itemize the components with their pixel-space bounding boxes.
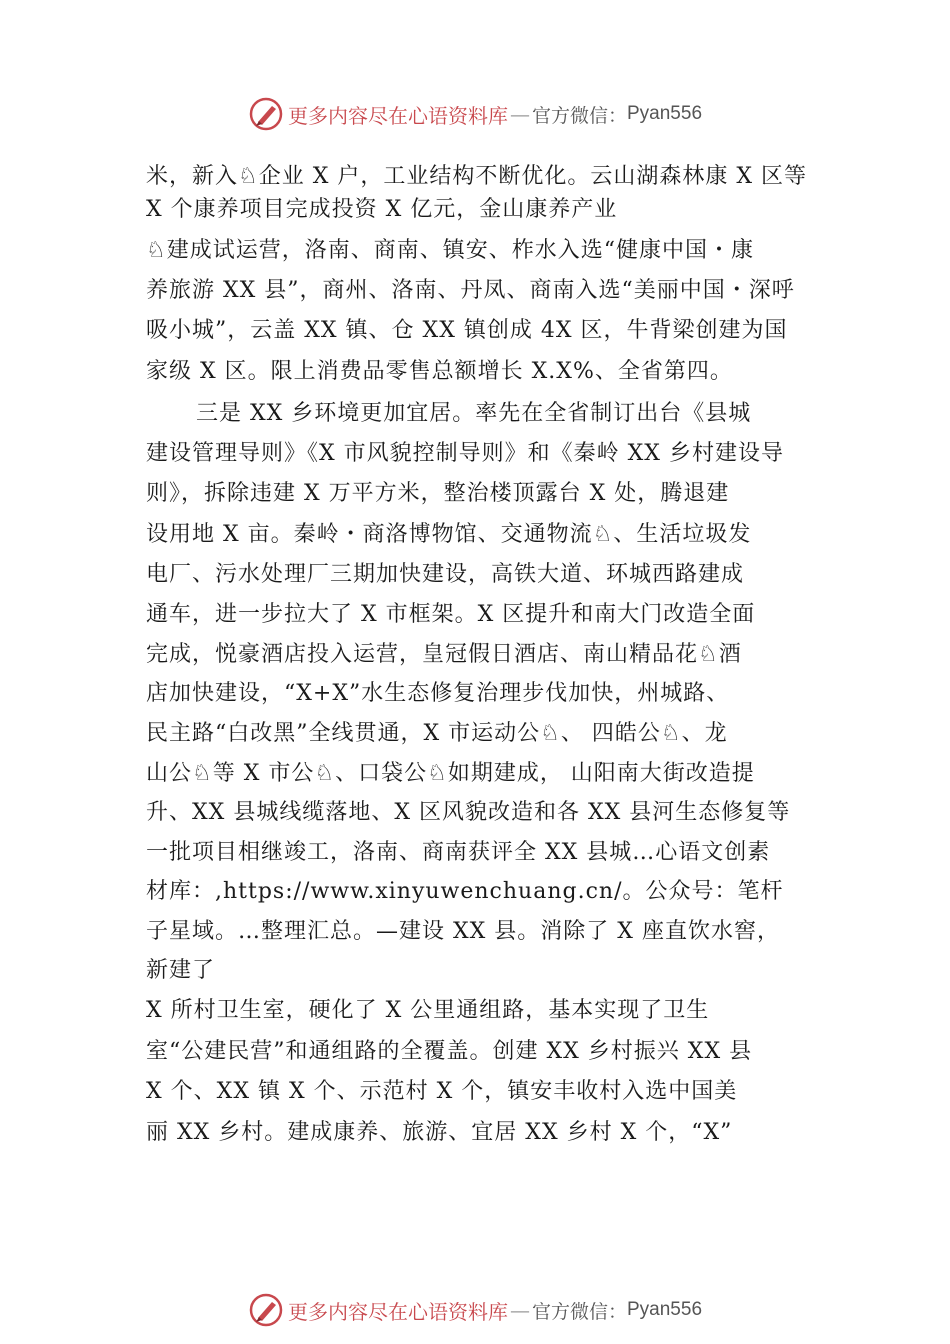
body-line: 吸小城”，云盖 XX 镇、仓 XX 镇创成 4X 区，牛背梁创建为国 (146, 318, 788, 343)
footer-dash: — (509, 1298, 530, 1322)
body-line: 升、XX 县城线缆落地、X 区风貌改造和各 XX 县河生态修复等 (146, 800, 791, 825)
body-line: 养旅游 XX 县”，商州、洛南、丹凤、商南入选“美丽中国・深呼 (146, 278, 795, 303)
pen-seal-logo-icon (248, 96, 284, 132)
footer-brand: 更多内容尽在心语资料库 (287, 1299, 508, 1324)
footer-wechat-id: Pyan556 (627, 1299, 703, 1320)
body-line: 建设管理导则》《X 市风貌控制导则》和《秦岭 XX 乡村建设导 (146, 441, 784, 466)
body-line: 室“公建民营”和通组路的全覆盖。创建 XX 乡村振兴 XX 县 (146, 1039, 753, 1064)
body-line: 家级 X 区。限上消费品零售总额增长 X.X%、全省第四。 (146, 359, 733, 384)
body-line: 米，新入♘企业 X 户，工业结构不断优化。云山湖森林康 X 区等 (146, 164, 808, 189)
body-line: X 所村卫生室，硬化了 X 公里通组路，基本实现了卫生 (146, 998, 710, 1023)
header-label: 官方微信： (531, 104, 627, 127)
header-brand: 更多内容尽在心语资料库 (287, 103, 508, 128)
body-line: ♘建成试运营，洛南、商南、镇安、柞水入选“健康中国・康 (146, 238, 754, 263)
body-line: 店加快建设，“X+X”水生态修复治理步伐加快，州城路、 (146, 681, 730, 706)
body-line: 完成，悦豪酒店投入运营，皇冠假日酒店、南山精品花♘酒 (146, 642, 742, 667)
footer-label: 官方微信： (531, 1300, 627, 1323)
body-line: 三是 XX 乡环境更加宜居。率先在全省制订出台《县城 (196, 401, 752, 426)
body-line: 丽 XX 乡村。建成康养、旅游、宜居 XX 乡村 X 个，“X” (146, 1120, 733, 1145)
body-line: 设用地 X 亩。秦岭・商洛博物馆、交通物流♘、生活垃圾发 (146, 522, 752, 547)
header-wechat-id: Pyan556 (627, 103, 703, 124)
body-line: 电厂、污水处理厂三期加快建设，高铁大道、环城西路建成 (146, 562, 745, 587)
body-line: 材库：,https://www.xinyuwenchuang.cn/。公众号：笔杆 (146, 879, 784, 904)
body-line: X 个康养项目完成投资 X 亿元，金山康养产业 (146, 197, 618, 222)
header-dash: — (509, 102, 530, 126)
body-line: X 个、XX 镇 X 个、示范村 X 个，镇安丰收村入选中国美 (146, 1079, 738, 1104)
body-line: 通车，进一步拉大了 X 市框架。X 区提升和南大门改造全面 (146, 602, 756, 627)
body-line: 一批项目相继竣工，洛南、商南获评全 XX 县城…心语文创素 (146, 840, 771, 865)
body-line: 新建了 (146, 958, 216, 983)
footer-banner (0, 1290, 950, 1330)
body-line: 民主路“白改黑”全线贯通，X 市运动公♘、 四皓公♘、龙 (146, 721, 728, 746)
header-banner (0, 94, 950, 134)
pen-seal-logo-icon (248, 1292, 284, 1328)
body-line: 则》，拆除违建 X 万平方米，整治楼顶露台 X 处，腾退建 (146, 481, 730, 506)
body-line: 山公♘等 X 市公♘、口袋公♘如期建成， 山阳南大街改造提 (146, 761, 755, 786)
body-line: 子星域。…整理汇总。—建设 XX 县。消除了 X 座直饮水窖， (146, 919, 780, 944)
